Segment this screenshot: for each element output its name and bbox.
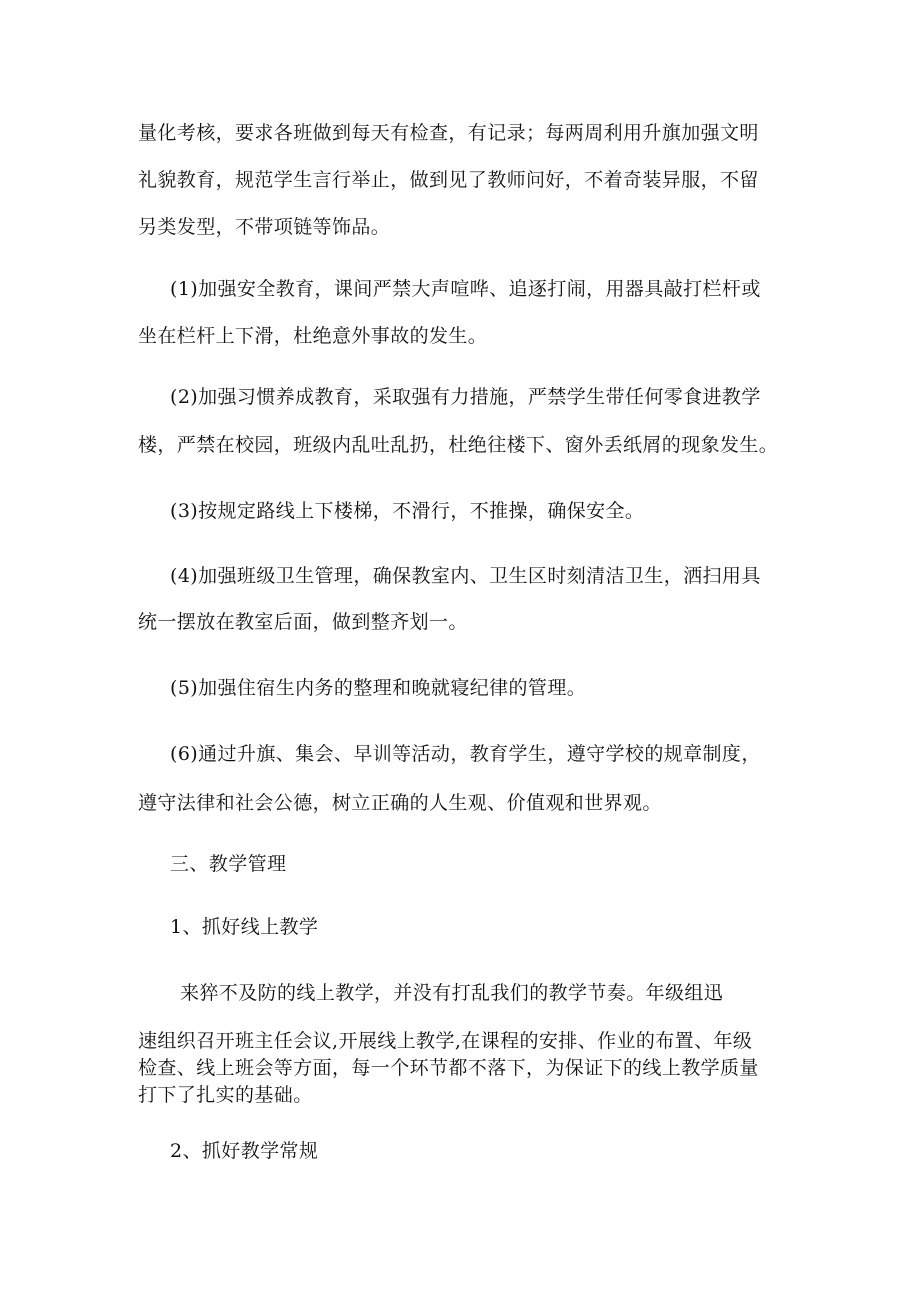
text-line: (6)通过升旗、集会、早训等活动，教育学生，遵守学校的规章制度，	[170, 743, 761, 765]
text-line: (3)按规定路线上下楼梯，不滑行，不推操，确保安全。	[170, 500, 645, 522]
text-line: (4)加强班级卫生管理，确保教室内、卫生区时刻清洁卫生，洒扫用具	[170, 565, 761, 587]
text-line: 坐在栏杆上下滑，杜绝意外事故的发生。	[138, 325, 488, 347]
text-line: 另类发型，不带项链等饰品。	[138, 216, 391, 238]
text-line: 速组织召开班主任会议,开展线上教学,在课程的安排、作业的布置、年级	[138, 1030, 753, 1052]
text-line: 量化考核，要求各班做到每天有检查，有记录；每两周利用升旗加强文明	[138, 122, 759, 144]
text-line: 礼貌教育，规范学生言行举止，做到见了教师问好，不着奇装异服，不留	[138, 169, 759, 191]
subsection-heading: 1、抓好线上教学	[170, 916, 319, 938]
text-line: 统一摆放在教室后面，做到整齐划一。	[138, 611, 468, 633]
text-line: 楼，严禁在校园，班级内乱吐乱扔，杜绝往楼下、窗外丢纸屑的现象发生。	[138, 434, 779, 456]
subsection-heading: 2、抓好教学常规	[170, 1140, 319, 1162]
text-line: (1)加强安全教育，课间严禁大声喧哗、追逐打闹，用器具敲打栏杆或	[170, 278, 761, 300]
text-line: (2)加强习惯养成教育，采取强有力措施，严禁学生带任何零食进教学	[170, 386, 761, 408]
section-heading: 三、教学管理	[170, 853, 287, 875]
text-line: 打下了扎实的基础。	[138, 1084, 313, 1106]
text-line: 检查、线上班会等方面，每一个环节都不落下，为保证下的线上教学质量	[138, 1057, 759, 1079]
text-line: 遵守法律和社会公德，树立正确的人生观、价值观和世界观。	[138, 792, 662, 814]
text-line: 来猝不及防的线上教学，并没有打乱我们的教学节奏。年级组迅	[180, 982, 724, 1004]
text-line: (5)加强住宿生内务的整理和晚就寝纪律的管理。	[170, 677, 587, 699]
